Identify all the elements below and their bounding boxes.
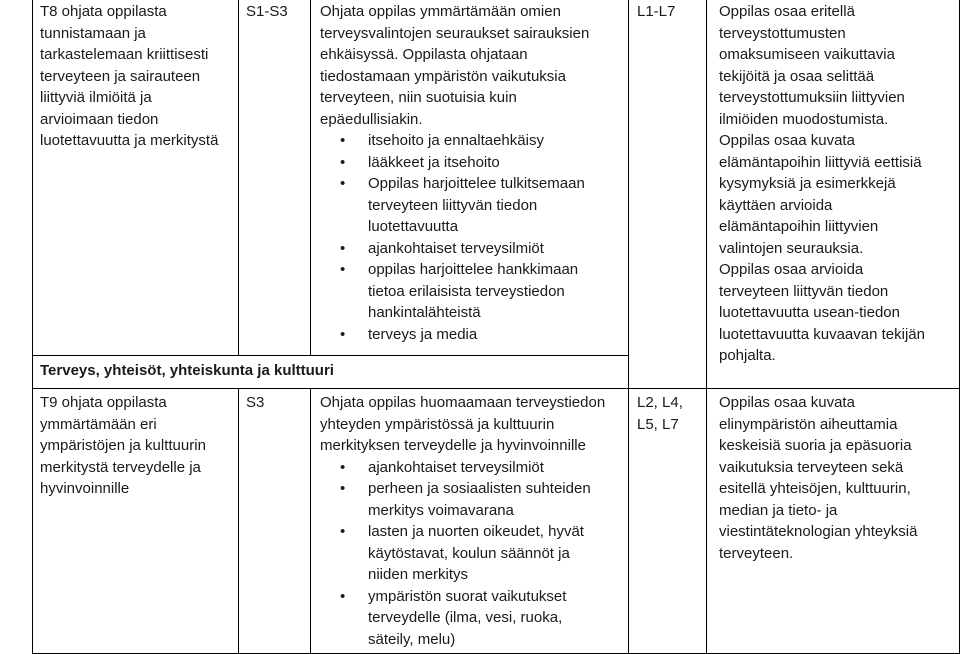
bullet-text-line: • perheen ja sosiaalisten suhteiden	[368, 480, 591, 497]
assessment-line: Oppilas osaa kuvata	[719, 132, 855, 149]
assessment-line: Oppilas osaa eritellä	[719, 3, 855, 20]
assessment-line: terveyteen liittyvän tiedon	[719, 282, 889, 300]
bullet-item	[320, 152, 625, 174]
assessment-line: pohjalta.	[719, 347, 776, 364]
bullet-text-line: • lasten ja nuorten oikeudet, hyvät	[368, 523, 584, 540]
content-area-code: S3	[246, 394, 265, 411]
assessment-line: luotettavuutta usean-tiedon	[719, 304, 900, 321]
goal-text-line: T8 ohjata oppilasta	[40, 3, 167, 20]
assessment-line: median ja tieto- ja	[719, 501, 838, 519]
bullet-text-line: • ajankohtaiset terveysilmiöt	[368, 458, 544, 476]
assessment-line: kysymyksiä ja esimerkkejä	[719, 175, 896, 192]
bullet-text-line: • ajankohtaiset terveysilmiöt	[368, 239, 544, 257]
table-border-left	[32, 0, 33, 654]
guidance-intro-line: terveyteen, niin suotuisia kuin	[320, 89, 517, 106]
bullet-item	[320, 478, 625, 521]
bullet-text-line: käytöstavat, koulun säännöt ja	[368, 544, 570, 562]
bullet-item	[320, 173, 625, 238]
assessment-t9-cell	[719, 392, 917, 564]
assessment-line: viestintäteknologian yhteyksiä	[719, 523, 918, 540]
assessment-line: Oppilas osaa arvioida	[719, 261, 864, 278]
goal-text-line: hyvinvoinnille	[40, 480, 130, 497]
guidance-t9-cell	[320, 392, 625, 650]
bullet-text-line: luotettavuutta	[368, 218, 459, 235]
row-divider-heading-bottom	[32, 388, 960, 389]
col-divider-3	[628, 0, 629, 654]
assessment-line: käyttäen arvioida	[719, 196, 833, 214]
goal-t9-cell	[40, 392, 206, 500]
assessment-line: ilmiöiden muodostumista.	[719, 110, 889, 128]
guidance-intro-line: terveysvalintojen seuraukset sairauksien	[320, 24, 590, 42]
assessment-line: tekijöitä ja osaa selittää	[719, 67, 875, 85]
guidance-bullet-list	[320, 457, 625, 651]
col-divider-1	[238, 0, 239, 355]
bullet-item	[320, 457, 625, 479]
guidance-intro-line: Ohjata oppilas ymmärtämään omien	[320, 3, 561, 20]
assessment-line: elinympäristön aiheuttamia	[719, 415, 898, 433]
assessment-line: esitellä yhteisöjen, kulttuurin,	[719, 480, 911, 497]
goal-t8-cell	[40, 1, 218, 152]
bullet-text-line: terveyteen liittyvän tiedon	[368, 196, 538, 214]
bullet-text-line: • itsehoito ja ennaltaehkäisy	[368, 132, 544, 149]
bullet-item	[320, 586, 625, 651]
bullet-text-line: • oppilas harjoittelee hankkimaan	[368, 261, 579, 278]
assessment-line: terveyteen.	[719, 544, 794, 562]
competence-area-l1-l7	[637, 1, 675, 23]
bullet-text-line: • Oppilas harjoittelee tulkitsemaan	[368, 175, 585, 192]
bullet-item	[320, 130, 625, 152]
bullet-text-line: • lääkkeet ja itsehoito	[368, 153, 500, 171]
assessment-line: terveystottumuksiin liittyvien	[719, 89, 905, 106]
assessment-line: valintojen seurauksia.	[719, 239, 864, 257]
guidance-intro-line: epäedullisiakin.	[320, 110, 423, 128]
guidance-intro-line: tiedostamaan ympäristön vaikutuksia	[320, 67, 566, 85]
row-divider-heading-top	[32, 355, 629, 356]
col-divider-4	[706, 0, 707, 654]
goal-text-line: ympäristöjen ja kulttuurin	[40, 437, 206, 454]
assessment-line: Oppilas osaa kuvata	[719, 394, 855, 411]
bullet-text-line: niiden merkitys	[368, 566, 469, 583]
col-divider-2b	[310, 388, 311, 654]
goal-text-line: ymmärtämään eri	[40, 415, 157, 433]
content-area-s1-s3	[246, 1, 288, 23]
bullet-text-line: hankintalähteistä	[368, 304, 481, 321]
content-area-code: S1-S3	[246, 3, 288, 20]
goal-text-line: tunnistamaan ja	[40, 24, 146, 42]
bullet-text-line: säteily, melu)	[368, 630, 456, 648]
guidance-bullet-list	[320, 130, 625, 345]
goal-text-line: merkitystä terveydelle ja	[40, 458, 201, 476]
goal-text-line: T9 ohjata oppilasta	[40, 394, 167, 411]
assessment-line: elämäntapoihin liittyvien	[719, 218, 879, 235]
col-divider-1b	[238, 388, 239, 654]
guidance-intro-line: ehkäisyssä. Oppilasta ohjataan	[320, 46, 528, 63]
bullet-text-line: terveydelle (ilma, vesi, ruoka,	[368, 609, 563, 626]
assessment-line: keskeisiä suoria ja epäsuoria	[719, 437, 912, 454]
bullet-text-line: merkitys voimavarana	[368, 501, 514, 519]
col-divider-2	[310, 0, 311, 355]
bullet-text-line: • ympäristön suorat vaikutukset	[368, 587, 567, 605]
assessment-t8-cell	[719, 1, 925, 367]
competence-code: L1-L7	[637, 3, 676, 20]
assessment-line: omaksumiseen vaikuttavia	[719, 46, 895, 63]
goal-text-line: arvioimaan tiedon	[40, 110, 159, 128]
bullet-item	[320, 324, 625, 346]
bullet-item	[320, 521, 625, 586]
goal-text-line: terveyteen ja sairauteen	[40, 67, 201, 85]
section-heading: Terveys, yhteisöt, yhteiskunta ja kulttuuri	[40, 362, 334, 379]
goal-text-line: luotettavuutta ja merkitystä	[40, 132, 219, 149]
assessment-line: vaikutuksia terveyteen sekä	[719, 458, 904, 476]
competence-area-l2-l7	[637, 392, 683, 435]
guidance-intro-line: merkityksen terveydelle ja hyvinvoinnille	[320, 437, 586, 454]
bullet-text-line: tietoa erilaisista terveystiedon	[368, 282, 565, 300]
guidance-intro-line: yhteyden ympäristössä ja kulttuurin	[320, 415, 555, 433]
assessment-line: elämäntapoihin liittyviä eettisiä	[719, 153, 922, 171]
guidance-t8-cell	[320, 1, 625, 345]
guidance-intro-line: Ohjata oppilas huomaamaan terveystiedon	[320, 394, 606, 411]
competence-code-line: L2, L4,	[637, 394, 683, 411]
assessment-line: luotettavuutta kuvaavan tekijän	[719, 325, 925, 343]
goal-text-line: liittyviä ilmiöitä ja	[40, 89, 152, 106]
competence-code-line: L5, L7	[637, 415, 679, 433]
assessment-line: terveystottumusten	[719, 24, 846, 42]
goal-text-line: tarkastelemaan kriittisesti	[40, 46, 209, 63]
bullet-item	[320, 238, 625, 260]
bullet-text-line: • terveys ja media	[368, 325, 478, 343]
bullet-item	[320, 259, 625, 324]
content-area-s3	[246, 392, 264, 414]
